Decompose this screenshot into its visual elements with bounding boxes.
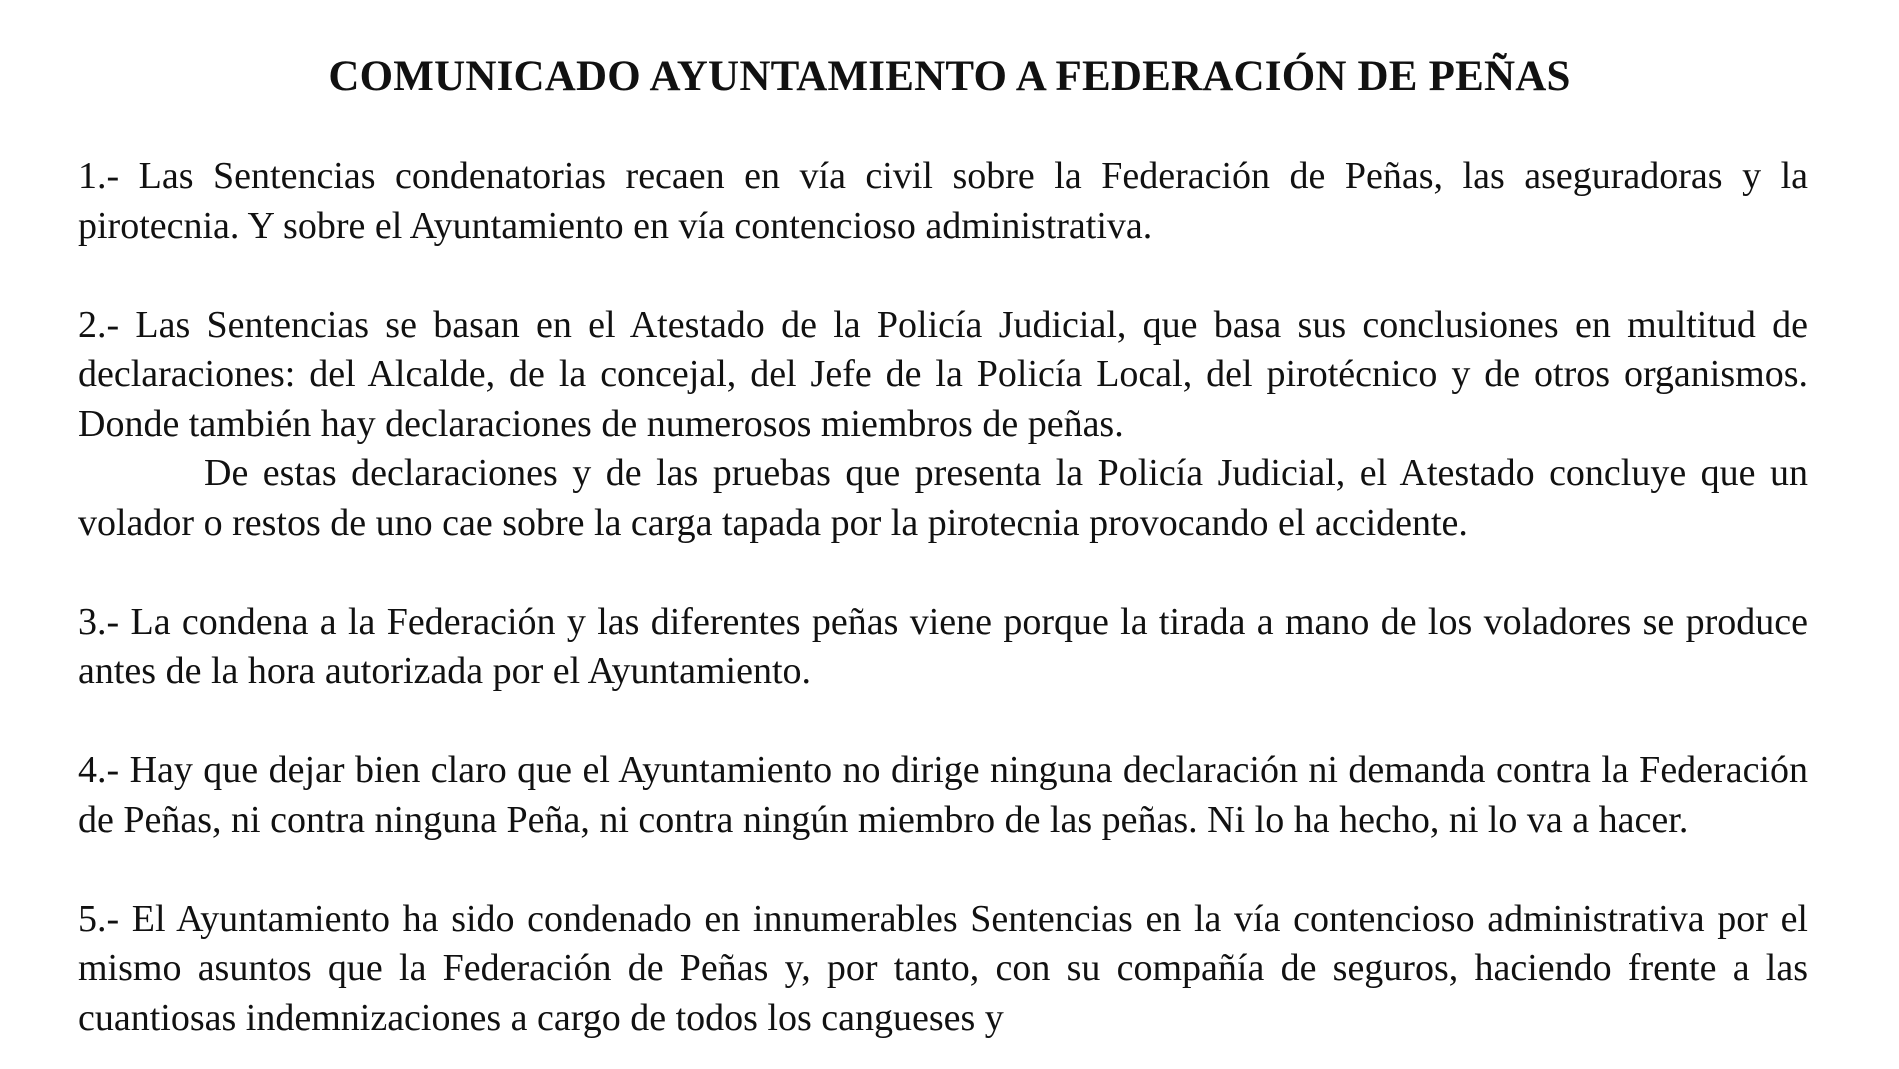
document-body <box>78 152 1808 1069</box>
paragraph-2-continuation: De estas declaraciones y de las pruebas que presenta la Policía Judicial, el Atestado concluye que un volador o restos de uno cae sobre la carga tapada por la pirotecnia provocando el accidente. <box>78 452 1808 544</box>
paragraph-2: 2.- Las Sentencias se basan en el Atestado de la Policía Judicial, que basa sus conclusiones en multitud de declaraciones: del Alcalde, de la concejal, del Jefe de la Policía Local, del pirotécnico y de otros organismos. Donde también hay declaraciones de numerosos miembros de peñas. <box>78 303 1808 445</box>
document-title: COMUNICADO AYUNTAMIENTO A FEDERACIÓN DE PEÑAS <box>328 53 1571 100</box>
paragraph-4: 4.- Hay que dejar bien claro que el Ayuntamiento no dirige ninguna declaración ni demanda contra la Federación de Peñas, ni contra ninguna Peña, ni contra ningún miembro de las peñas. Ni lo ha hecho, ni lo va a hacer. <box>78 749 1808 841</box>
paragraph-1: 1.- Las Sentencias condenatorias recaen en vía civil sobre la Federación de Peñas, las aseguradoras y la pirotecnia. Y sobre el Ayuntamiento en vía contencioso administrativa. <box>78 155 1808 247</box>
paragraph-3: 3.- La condena a la Federación y las diferentes peñas viene porque la tirada a mano de los voladores se produce antes de la hora autorizada por el Ayuntamiento. <box>78 600 1808 692</box>
paragraph-5: 5.- El Ayuntamiento ha sido condenado en innumerables Sentencias en la vía contencioso administrativa por el mismo asuntos que la Federación de Peñas y, por tanto, con su compañía de seguros, haciendo frente a las cuantiosas indemnizaciones a cargo de todos los cangueses y <box>78 897 1808 1039</box>
